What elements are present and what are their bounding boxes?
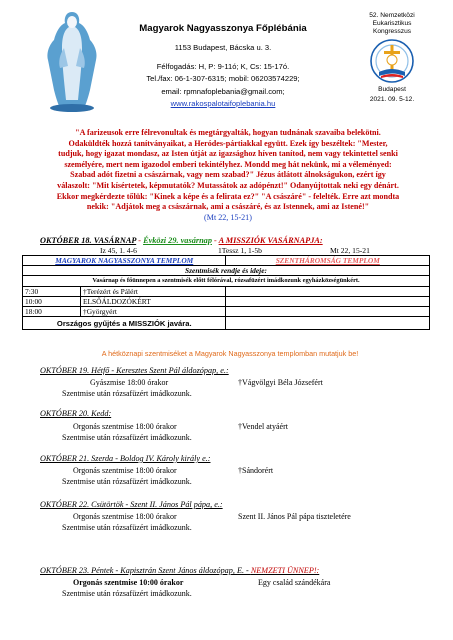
empty-cell (226, 306, 430, 316)
office-hours: Félfogadás: H, P: 9-11ó; K, Cs: 15-17ó. (156, 62, 290, 71)
table-row (23, 296, 430, 306)
gospel-text: "A farizeusok erre félrevonultak és megtárgyalták, hogyan tudnának szavaiba belekötni. Odaküldték hozzá tanítványaikat, a Heródes-pártiakkal együtt. Ezek így beszéltek: "Mester, tudjuk, hogy igazat mondasz, az Isten útját az igazsághoz híven tanítod, nem vagy tekintettel senki személyére, mert nem igazodol emberi tekintélyhez. Mondd meg hát nekünk, mi a véleményed: Szabad adót fizetni a császárnak, vagy nem szabad?" Jézus átlátott álnokságukon, ezért így válaszolt: "Mit kísértetek, képmutatók? Mutassátok az adópénzt!" Odanyújtottak neki egy dénárt. Ekkor megkérdezte tőlük: "Kinek a képe és a felirata ez?" "A császáré" - felelték. Erre azt mondta nekik: "Adjátok meg a császárnak, ami a császáré, és az Istennek, ami az Istené!" (56, 128, 400, 212)
sunday-date: OKTÓBER 18. VASÁRNAP (40, 236, 137, 245)
rosary-note: Szentmise után rózsafüzért imádkozunk. (62, 589, 192, 598)
mass-intention: Egy család szándékára (258, 578, 331, 587)
congress-line-3: Kongresszus (372, 28, 412, 35)
table-row (23, 306, 430, 316)
day-title: OKTÓBER 23. Péntek - Kapisztrán Szent János áldozópap, E. - (40, 566, 251, 575)
mass-intention: Szent II. János Pál pápa tiszteletére (238, 512, 351, 521)
congress-emblem-icon (369, 38, 415, 84)
reading-2: 1Tessz 1, 1-5b (218, 246, 262, 255)
rosary-note: Szentmise után rózsafüzért imádkozunk. (62, 389, 192, 398)
schedule-note: Vasárnap és főünnepen a szentmisék előtt félórával, rózsafüzért imádkozunk egyházközségünkért. (23, 276, 430, 286)
sunday-sep-2: - (211, 236, 219, 245)
gospel-quote (56, 128, 400, 223)
rosary-note: Szentmise után rózsafüzért imádkozunk. (62, 523, 192, 532)
sunday-sep: - (136, 236, 144, 245)
mass-time: 10:00 (23, 296, 81, 306)
mass-intention: ELSŐÁLDOZÓKÉRT (81, 296, 226, 306)
empty-cell (226, 317, 430, 330)
parish-address: 1153 Budapest, Bácska u. 3. (174, 43, 272, 52)
congress-line-2: Eukarisztikus (372, 20, 412, 27)
mass-type: Orgonás szentmise 18:00 órakor (73, 466, 177, 475)
mass-type: Gyászmise 18:00 órakor (90, 378, 169, 387)
church-1-header: MAGYAROK NAGYASSZONYA TEMPLOM (23, 256, 226, 266)
congress-city: Budapest (378, 86, 406, 93)
rosary-note: Szentmise után rózsafüzért imádkozunk. (62, 433, 192, 442)
mass-intention: †Sándorért (238, 466, 274, 475)
empty-cell (226, 296, 430, 306)
mass-intention: †Vágvölgyi Béla Józsefért (238, 378, 323, 387)
email-line: email: rpmnafoplebania@gmail.com; (161, 87, 285, 96)
mass-type: Orgonás szentmise 10:00 órakor (73, 578, 184, 587)
parish-title: Magyarok Nagyasszonya Főplébánia (139, 23, 307, 34)
congress-line-1: 52. Nemzetközi (369, 12, 415, 19)
day-heading: OKTÓBER 22. Csütörtök - Szent II. János Pál pápa, e.: (40, 500, 223, 509)
mass-intention: †Vendel atyáért (238, 422, 288, 431)
rosary-note: Szentmise után rózsafüzért imádkozunk. (62, 477, 192, 486)
mass-schedule-table (22, 255, 430, 330)
gospel-reference: (Mt 22, 15-21) (204, 212, 252, 222)
day-heading-holiday (40, 566, 319, 575)
phone-line: Tel./fax: 06-1-307-6315; mobil: 06203574229; (146, 74, 300, 83)
empty-cell (226, 286, 430, 296)
mass-intention: †Terézért és Pálért (81, 286, 226, 296)
schedule-title: Szentmisék rendje és ideje: (23, 266, 430, 276)
day-heading: OKTÓBER 20. Kedd: (40, 409, 112, 418)
website-link[interactable]: www.rakospalotaifoplebania.hu (170, 99, 276, 108)
madonna-logo (38, 8, 106, 112)
reading-3: Mt 22, 15-21 (330, 246, 370, 255)
day-heading: OKTÓBER 21. Szerda - Boldog IV. Károly király e.: (40, 454, 211, 463)
church-2-header: SZENTHÁROMSÁG TEMPLOM (226, 256, 430, 266)
mass-time: 18:00 (23, 306, 81, 316)
sunday-heading (40, 236, 420, 245)
sunday-ordinary: Évközi 29. vasárnap (143, 236, 212, 245)
mass-type: Orgonás szentmise 18:00 órakor (73, 512, 177, 521)
table-row (23, 286, 430, 296)
congress-logo-block (352, 12, 432, 104)
mass-time: 7:30 (23, 286, 81, 296)
congress-date: 2021. 09. 5-12. (369, 96, 415, 103)
collection-note: Országos gyűjtés a MISSZIÓK javára. (23, 317, 226, 330)
reading-1: Iz 45, 1. 4-6 (100, 246, 137, 255)
holiday-label: NEMZETI ÜNNEP!: (250, 566, 320, 575)
mass-type: Orgonás szentmise 18:00 órakor (73, 422, 177, 431)
day-heading: OKTÓBER 19. Hétfő - Keresztes Szent Pál áldozópap, e.: (40, 366, 229, 375)
weekday-note: A hétköznapi szentmiséket a Magyarok Nagyasszonya templomban mutatjuk be! (101, 349, 359, 358)
sunday-mission: A MISSZIÓK VASÁRNAPJA: (218, 236, 323, 245)
mass-intention: †Györgyért (81, 306, 226, 316)
